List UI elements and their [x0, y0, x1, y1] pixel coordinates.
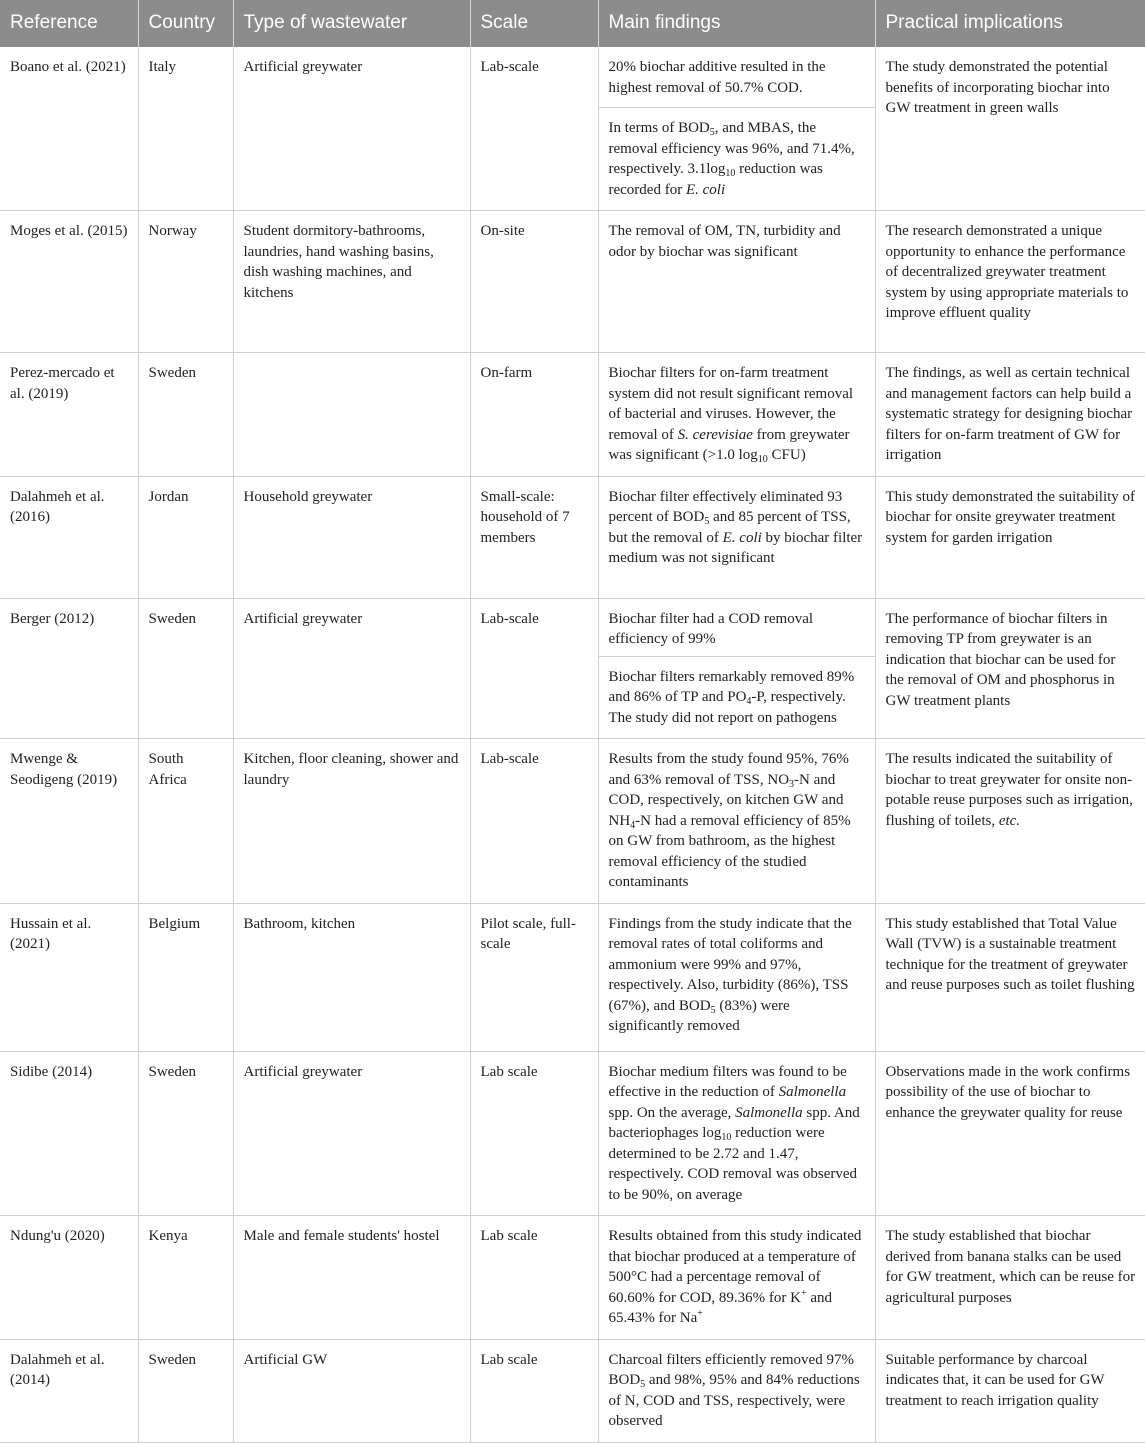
cell-findings: Biochar medium filters was found to be effective in the reduction of Salmonella spp. On the average, Salmonella spp. And bacteriophages $\log_{10}$ reduction were determined to be 2.72 and 1.47, respectively. COD removal was observed to be 90%, on average — [598, 1051, 875, 1216]
cell-country: Jordan — [138, 476, 233, 598]
cell-type: Male and female students' hostel — [233, 1216, 470, 1340]
cell-scale: On-farm — [470, 353, 598, 477]
cell-reference: Dalahmeh et al. (2014) — [0, 1339, 138, 1442]
cell-findings: The removal of OM, TN, turbidity and odor by biochar was significant — [598, 211, 875, 353]
header-reference: Reference — [0, 0, 138, 47]
table-row — [0, 1216, 1145, 1340]
table-row — [0, 903, 1145, 1051]
cell-findings: Biochar filters for on-farm treatment system did not result significant removal of bacterial and viruses. However, the removal of S. cerevisiae from greywater was significant (>1.0 $\log_{10} CFU$) — [598, 353, 875, 477]
header-country: Country — [138, 0, 233, 47]
table-row — [0, 1051, 1145, 1216]
cell-findings: Biochar filter effectively eliminated 93 percent of $BOD_5$ and 85 percent of TSS, but the removal of E. coli by biochar filter medium was not significant — [598, 476, 875, 598]
cell-reference: Hussain et al. (2021) — [0, 903, 138, 1051]
table-row — [0, 476, 1145, 598]
cell-type: Artificial greywater — [233, 1051, 470, 1216]
header-practical-implications: Practical implications — [875, 0, 1145, 47]
cell-type: Artificial GW — [233, 1339, 470, 1442]
cell-scale: Lab-scale — [470, 739, 598, 904]
cell-reference: Mwenge & Seodigeng (2019) — [0, 739, 138, 904]
cell-implications: Observations made in the work confirms possibility of the use of biochar to enhance the greywater quality for reuse — [875, 1051, 1145, 1216]
cell-country: Sweden — [138, 1339, 233, 1442]
cell-type: Household greywater — [233, 476, 470, 598]
table-row — [0, 211, 1145, 353]
table-row — [0, 598, 1145, 739]
cell-findings: Results obtained from this study indicated that biochar produced at a temperature of 500°C had a percentage removal of 60.60% for COD, 89.36% for K+ and 65.43% for Na+ — [598, 1216, 875, 1340]
header-type-of-wastewater: Type of wastewater — [233, 0, 470, 47]
cell-implications: The findings, as well as certain technical and management factors can help build a systematic strategy for designing biochar filters for on-farm treatment of GW for irrigation — [875, 353, 1145, 477]
cell-scale: Lab-scale — [470, 47, 598, 211]
cell-country: Belgium — [138, 903, 233, 1051]
cell-implications: Suitable performance by charcoal indicates that, it can be used for GW treatment to reach irrigation quality — [875, 1339, 1145, 1442]
cell-type: Student dormitory-bathrooms, laundries, hand washing basins, dish washing machines, and kitchens — [233, 211, 470, 353]
cell-implications: This study established that Total Value Wall (TVW) is a sustainable treatment technique for the treatment of greywater and reuse purposes such as toilet flushing — [875, 903, 1145, 1051]
cell-reference: Sidibe (2014) — [0, 1051, 138, 1216]
cell-reference: Dalahmeh et al. (2016) — [0, 476, 138, 598]
cell-findings: Charcoal filters efficiently removed 97% $BOD_5$ and 98%, 95% and 84% reductions of N, COD and TSS, respectively, were observed — [598, 1339, 875, 1442]
cell-scale: Pilot scale, full-scale — [470, 903, 598, 1051]
cell-findings: Results from the study found 95%, 76% and 63% removal of TSS, $NO_3-N$ and COD, respectively, on kitchen GW and $NH_4-N$ had a removal efficiency of 85% on GW from bathroom, as the highest removal efficiency of the studied contaminants — [598, 739, 875, 904]
cell-type: Artificial greywater — [233, 598, 470, 739]
cell-implications: This study demonstrated the suitability of biochar for onsite greywater treatment system for garden irrigation — [875, 476, 1145, 598]
table-row — [0, 47, 1145, 211]
cell-scale: Lab scale — [470, 1216, 598, 1340]
cell-country: Sweden — [138, 353, 233, 477]
cell-reference: Ndung'u (2020) — [0, 1216, 138, 1340]
cell-country: Sweden — [138, 1051, 233, 1216]
cell-country: Sweden — [138, 598, 233, 739]
cell-scale: Lab scale — [470, 1339, 598, 1442]
cell-country: Norway — [138, 211, 233, 353]
table-row — [0, 1339, 1145, 1442]
cell-type: Artificial greywater — [233, 47, 470, 211]
cell-implications: The performance of biochar filters in removing TP from greywater is an indication that biochar can be used for the removal of OM and phosphorus in GW treatment plants — [875, 598, 1145, 739]
header-main-findings: Main findings — [598, 0, 875, 47]
cell-scale: Lab-scale — [470, 598, 598, 739]
cell-scale: Lab scale — [470, 1051, 598, 1216]
table-row — [0, 739, 1145, 904]
cell-scale: On-site — [470, 211, 598, 353]
cell-implications: The results indicated the suitability of biochar to treat greywater for onsite non-potable reuse purposes such as irrigation, flushing of toilets, etc. — [875, 739, 1145, 904]
cell-country: South Africa — [138, 739, 233, 904]
cell-implications: The study demonstrated the potential benefits of incorporating biochar into GW treatment in green walls — [875, 47, 1145, 211]
finding-part: 20% biochar additive resulted in the highest removal of 50.7% COD. — [608, 59, 826, 96]
cell-country: Italy — [138, 47, 233, 211]
table-header-row — [0, 0, 1145, 47]
cell-reference: Boano et al. (2021) — [0, 47, 138, 211]
finding-part: In terms of $BOD_5$, and MBAS, the removal efficiency was 96%, and 71.4%, respectively. $3.1\log_{10}$ reduction was recorded for E. coli — [599, 107, 875, 210]
cell-type: Bathroom, kitchen — [233, 903, 470, 1051]
cell-implications: The research demonstrated a unique opportunity to enhance the performance of decentralized greywater treatment system by using appropriate materials to improve effluent quality — [875, 211, 1145, 353]
finding-part: Biochar filter had a COD removal efficiency of 99% — [608, 610, 814, 647]
cell-type: Kitchen, floor cleaning, shower and laundry — [233, 739, 470, 904]
cell-reference: Berger (2012) — [0, 598, 138, 739]
cell-reference: Perez-mercado et al. (2019) — [0, 353, 138, 477]
cell-implications: The study established that biochar derived from banana stalks can be used for GW treatment, which can be reuse for agricultural purposes — [875, 1216, 1145, 1340]
finding-part: Biochar filters remarkably removed 89% and 86% of TP and $PO_4-P$, respectively. The study did not report on pathogens — [599, 656, 875, 739]
cell-country: Kenya — [138, 1216, 233, 1340]
table-row — [0, 353, 1145, 477]
cell-reference: Moges et al. (2015) — [0, 211, 138, 353]
cell-type — [233, 353, 470, 477]
cell-findings — [598, 47, 875, 211]
header-scale: Scale — [470, 0, 598, 47]
cell-findings: Findings from the study indicate that the removal rates of total coliforms and ammonium were 99% and 97%, respectively. Also, turbidity (86%), TSS (67%), and $BOD_5$ (83%) were significantly removed — [598, 903, 875, 1051]
cell-findings — [598, 598, 875, 739]
cell-scale: Small-scale: household of 7 members — [470, 476, 598, 598]
